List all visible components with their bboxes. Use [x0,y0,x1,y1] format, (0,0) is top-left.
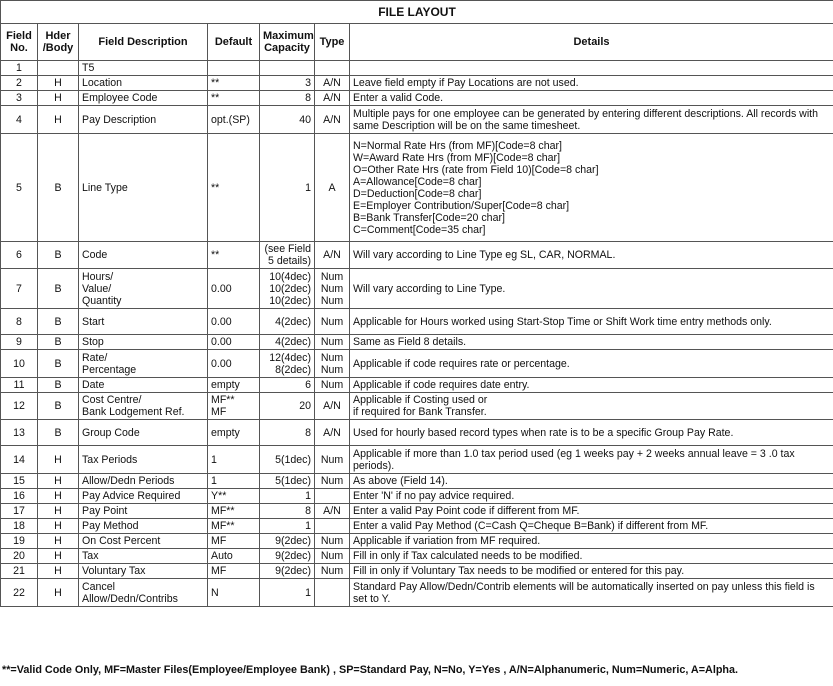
cell-field-description: Location [79,76,208,91]
cell-type: Num [315,446,350,474]
cell-default: opt.(SP) [208,106,260,134]
cell-field-description: Cancel Allow/Dedn/Contribs [79,579,208,607]
cell-field-no: 4 [1,106,38,134]
header-maximum-capacity: Maximum Capacity [260,24,315,61]
cell-type: A/N [315,76,350,91]
cell-max-capacity: 4(2dec) [260,309,315,335]
cell-field-description: Pay Advice Required [79,489,208,504]
cell-details: N=Normal Rate Hrs (from MF)[Code=8 char] W=Award Rate Hrs (from MF)[Code=8 char] O=Other Rate Hrs (rate from Field 10)[Code=8 char] A=Allowance[Code=8 char] D=Deduction[Code=8 char] E=Employer Contribution/Super[Code=8 char] B=Bank Transfer[Code=20 char] C=Comment[Code=35 char] [350,134,833,242]
page-title: FILE LAYOUT [1,1,833,24]
cell-hdr-body: H [38,474,79,489]
cell-hdr-body: B [38,134,79,242]
cell-details [350,61,833,76]
cell-default: MF [208,564,260,579]
cell-max-capacity: 3 [260,76,315,91]
cell-field-no: 13 [1,420,38,446]
cell-field-description: Pay Description [79,106,208,134]
header-hdr-body: Hder /Body [38,24,79,61]
header-field-no: Field No. [1,24,38,61]
cell-default: 1 [208,474,260,489]
cell-default: 1 [208,446,260,474]
table-row [1,489,833,504]
cell-hdr-body: H [38,519,79,534]
cell-field-no: 2 [1,76,38,91]
table-row [1,242,833,269]
cell-field-description: Rate/ Percentage [79,350,208,378]
cell-max-capacity: 9(2dec) [260,534,315,549]
cell-default: 0.00 [208,335,260,350]
cell-hdr-body: H [38,579,79,607]
cell-default [208,61,260,76]
cell-field-description: Tax Periods [79,446,208,474]
cell-max-capacity: 5(1dec) [260,474,315,489]
cell-default: MF [208,534,260,549]
cell-hdr-body: H [38,106,79,134]
cell-field-no: 8 [1,309,38,335]
cell-type: Num [315,564,350,579]
cell-hdr-body: H [38,564,79,579]
cell-details: Used for hourly based record types when rate is to be a specific Group Pay Rate. [350,420,833,446]
cell-type: Num Num Num [315,269,350,309]
cell-field-no: 1 [1,61,38,76]
cell-default: ** [208,134,260,242]
cell-type: Num [315,474,350,489]
table-row [1,61,833,76]
cell-default: empty [208,420,260,446]
table-row [1,474,833,489]
cell-type [315,579,350,607]
table-row [1,76,833,91]
cell-field-no: 10 [1,350,38,378]
cell-hdr-body: B [38,420,79,446]
cell-field-no: 15 [1,474,38,489]
cell-details: Same as Field 8 details. [350,335,833,350]
cell-max-capacity: 8 [260,91,315,106]
cell-default: MF** MF [208,393,260,420]
cell-field-no: 21 [1,564,38,579]
cell-details: Applicable if more than 1.0 tax period used (eg 1 weeks pay + 2 weeks annual leave = 3 .0 tax periods). [350,446,833,474]
cell-field-description: Hours/ Value/ Quantity [79,269,208,309]
cell-field-no: 14 [1,446,38,474]
cell-details: Applicable if code requires rate or percentage. [350,350,833,378]
cell-max-capacity: 1 [260,519,315,534]
cell-field-no: 9 [1,335,38,350]
legend-footnote: **=Valid Code Only, MF=Master Files(Employee/Employee Bank) , SP=Standard Pay, N=No, Y=Yes , A/N=Alphanumeric, Num=Numeric, A=Alpha. [2,664,739,676]
header-details: Details [350,24,833,61]
cell-field-description: Code [79,242,208,269]
cell-type: Num [315,549,350,564]
table-row [1,350,833,378]
table-row [1,504,833,519]
cell-details: Applicable if Costing used or if required for Bank Transfer. [350,393,833,420]
cell-hdr-body: B [38,269,79,309]
cell-max-capacity: 5(1dec) [260,446,315,474]
cell-max-capacity: 6 [260,378,315,393]
cell-details: Enter a valid Code. [350,91,833,106]
cell-max-capacity: 4(2dec) [260,335,315,350]
cell-default: ** [208,242,260,269]
cell-default: 0.00 [208,309,260,335]
cell-hdr-body: H [38,549,79,564]
cell-default: N [208,579,260,607]
table-row [1,106,833,134]
cell-field-description: T5 [79,61,208,76]
cell-max-capacity: 20 [260,393,315,420]
cell-default: Auto [208,549,260,564]
cell-hdr-body: H [38,91,79,106]
cell-details: Enter a valid Pay Method (C=Cash Q=Cheque B=Bank) if different from MF. [350,519,833,534]
cell-field-description: Group Code [79,420,208,446]
cell-max-capacity: 9(2dec) [260,549,315,564]
table-row [1,309,833,335]
cell-details: As above (Field 14). [350,474,833,489]
table-row [1,393,833,420]
header-row [1,24,833,61]
cell-type: Num Num [315,350,350,378]
cell-max-capacity: 12(4dec) 8(2dec) [260,350,315,378]
cell-max-capacity: 10(4dec) 10(2dec) 10(2dec) [260,269,315,309]
cell-max-capacity: 8 [260,420,315,446]
cell-details: Applicable if variation from MF required. [350,534,833,549]
cell-field-no: 3 [1,91,38,106]
table-row [1,91,833,106]
cell-type [315,61,350,76]
cell-field-no: 7 [1,269,38,309]
table-row [1,420,833,446]
cell-details: Applicable if code requires date entry. [350,378,833,393]
cell-type: A/N [315,420,350,446]
table-row [1,134,833,242]
cell-field-description: Pay Point [79,504,208,519]
cell-max-capacity: 1 [260,489,315,504]
cell-default: ** [208,76,260,91]
cell-details: Applicable for Hours worked using Start-Stop Time or Shift Work time entry methods only. [350,309,833,335]
cell-field-no: 11 [1,378,38,393]
table-row [1,534,833,549]
cell-details: Fill in only if Voluntary Tax needs to be modified or entered for this pay. [350,564,833,579]
cell-field-description: Voluntary Tax [79,564,208,579]
cell-field-no: 12 [1,393,38,420]
cell-hdr-body: H [38,76,79,91]
cell-details: Fill in only if Tax calculated needs to be modified. [350,549,833,564]
cell-max-capacity: 1 [260,134,315,242]
cell-details: Standard Pay Allow/Dedn/Contrib elements will be automatically inserted on pay unless this field is set to Y. [350,579,833,607]
cell-type [315,519,350,534]
cell-hdr-body: B [38,309,79,335]
cell-default: MF** [208,504,260,519]
cell-details: Leave field empty if Pay Locations are not used. [350,76,833,91]
cell-hdr-body [38,61,79,76]
cell-hdr-body: B [38,242,79,269]
cell-type: Num [315,335,350,350]
cell-field-no: 6 [1,242,38,269]
cell-field-no: 18 [1,519,38,534]
cell-field-description: Pay Method [79,519,208,534]
cell-hdr-body: B [38,350,79,378]
cell-field-description: Employee Code [79,91,208,106]
cell-details: Multiple pays for one employee can be generated by entering different descriptions. All records with same Description will be on the same timesheet. [350,106,833,134]
cell-hdr-body: H [38,504,79,519]
cell-type: A/N [315,106,350,134]
cell-field-description: Cost Centre/ Bank Lodgement Ref. [79,393,208,420]
cell-type: A/N [315,242,350,269]
cell-default: 0.00 [208,350,260,378]
cell-field-no: 20 [1,549,38,564]
table-row [1,378,833,393]
cell-type: A/N [315,504,350,519]
cell-type: A/N [315,393,350,420]
cell-hdr-body: B [38,378,79,393]
cell-field-description: Line Type [79,134,208,242]
cell-details: Enter 'N' if no pay advice required. [350,489,833,504]
cell-field-no: 19 [1,534,38,549]
table-body [1,61,833,607]
cell-default: ** [208,91,260,106]
cell-field-description: Tax [79,549,208,564]
cell-hdr-body: H [38,534,79,549]
cell-max-capacity: 1 [260,579,315,607]
cell-field-no: 5 [1,134,38,242]
cell-hdr-body: H [38,446,79,474]
cell-type [315,489,350,504]
cell-field-no: 17 [1,504,38,519]
cell-field-description: Date [79,378,208,393]
cell-default: Y** [208,489,260,504]
cell-max-capacity: (see Field 5 details) [260,242,315,269]
cell-field-description: Start [79,309,208,335]
cell-details: Will vary according to Line Type. [350,269,833,309]
cell-details: Enter a valid Pay Point code if different from MF. [350,504,833,519]
table-row [1,446,833,474]
cell-type: A/N [315,91,350,106]
table-row [1,549,833,564]
table-row [1,579,833,607]
cell-hdr-body: B [38,393,79,420]
cell-hdr-body: B [38,335,79,350]
header-type: Type [315,24,350,61]
table-row [1,335,833,350]
table-row [1,564,833,579]
cell-max-capacity [260,61,315,76]
cell-field-no: 16 [1,489,38,504]
table-row [1,269,833,309]
cell-max-capacity: 40 [260,106,315,134]
header-field-description: Field Description [79,24,208,61]
cell-hdr-body: H [38,489,79,504]
cell-default: empty [208,378,260,393]
cell-details: Will vary according to Line Type eg SL, CAR, NORMAL. [350,242,833,269]
table-row [1,519,833,534]
cell-field-no: 22 [1,579,38,607]
cell-field-description: On Cost Percent [79,534,208,549]
header-default: Default [208,24,260,61]
cell-type: Num [315,534,350,549]
cell-field-description: Allow/Dedn Periods [79,474,208,489]
cell-max-capacity: 8 [260,504,315,519]
cell-type: A [315,134,350,242]
cell-default: 0.00 [208,269,260,309]
cell-default: MF** [208,519,260,534]
cell-type: Num [315,309,350,335]
cell-max-capacity: 9(2dec) [260,564,315,579]
cell-field-description: Stop [79,335,208,350]
cell-type: Num [315,378,350,393]
